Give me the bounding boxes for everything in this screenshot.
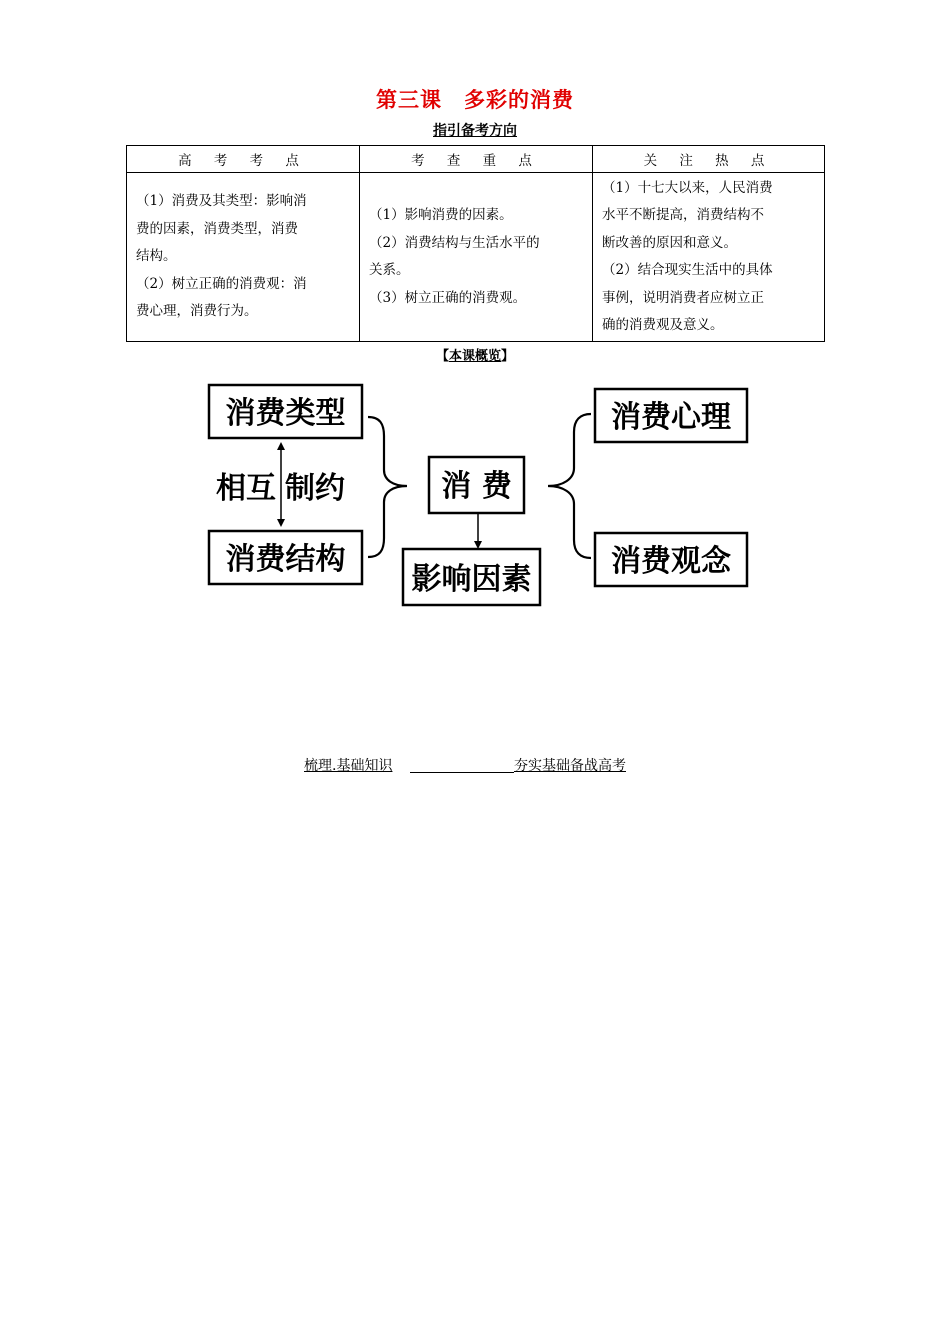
label-consumption-type: 消费类型 [225, 396, 346, 431]
header-exam-points: 高 考 考 点 [127, 146, 360, 173]
bracket-open: 【 [435, 349, 449, 364]
footer-right: 夯实基础备战高考 [514, 758, 626, 774]
overview-label: 本课概览 [448, 349, 501, 364]
left-brace [368, 417, 407, 557]
cell-line: 费心理，消费行为。 [136, 303, 258, 320]
label-influencing-factors: 影响因素 [411, 562, 532, 597]
label-consumption-concept: 消费观念 [611, 544, 731, 579]
cell-line: 结构。 [136, 248, 177, 265]
cell-line: （1）影响消费的因素。 [369, 207, 513, 223]
label-consumption-psychology: 消费心理 [611, 400, 731, 435]
cell-line: （2）树立正确的消费观：消 [136, 275, 307, 292]
cell-line: （1）十七大以来，人民消费 [602, 179, 773, 196]
cell-line: 事例，说明消费者应树立正 [602, 289, 764, 306]
header-key-points: 考 查 重 点 [360, 146, 593, 173]
right-brace [548, 414, 591, 558]
label-consumption-structure: 消费结构 [225, 542, 346, 577]
header-hot-topics: 关 注 热 点 [593, 146, 825, 173]
label-constraint: 制约 [285, 471, 345, 506]
cell-line: （2）消费结构与生活水平的 [369, 234, 540, 251]
page-title: 第三课 多彩的消费 [376, 88, 574, 112]
cell-line: 费的因素，消费类型，消费 [136, 220, 298, 237]
section-heading-guide: 指引备考方向 [433, 123, 517, 139]
cell-line: 关系。 [369, 262, 410, 278]
label-mutual: 相互 [216, 471, 276, 506]
cell-line: 确的消费观及意义。 [602, 317, 724, 333]
cell-line: 水平不断提高，消费结构不 [602, 207, 764, 223]
cell-line: 断改善的原因和意义。 [602, 234, 737, 251]
cell-line: （2）结合现实生活中的具体 [602, 262, 773, 278]
label-consumption: 消 费 [441, 469, 512, 504]
bracket-close: 】 [501, 349, 515, 364]
cell-line: （3）树立正确的消费观。 [369, 289, 527, 306]
footer-left: 梳理.基础知识 [304, 758, 393, 774]
cell-line: （1）消费及其类型：影响消 [136, 193, 307, 210]
footer-underline [410, 772, 514, 773]
